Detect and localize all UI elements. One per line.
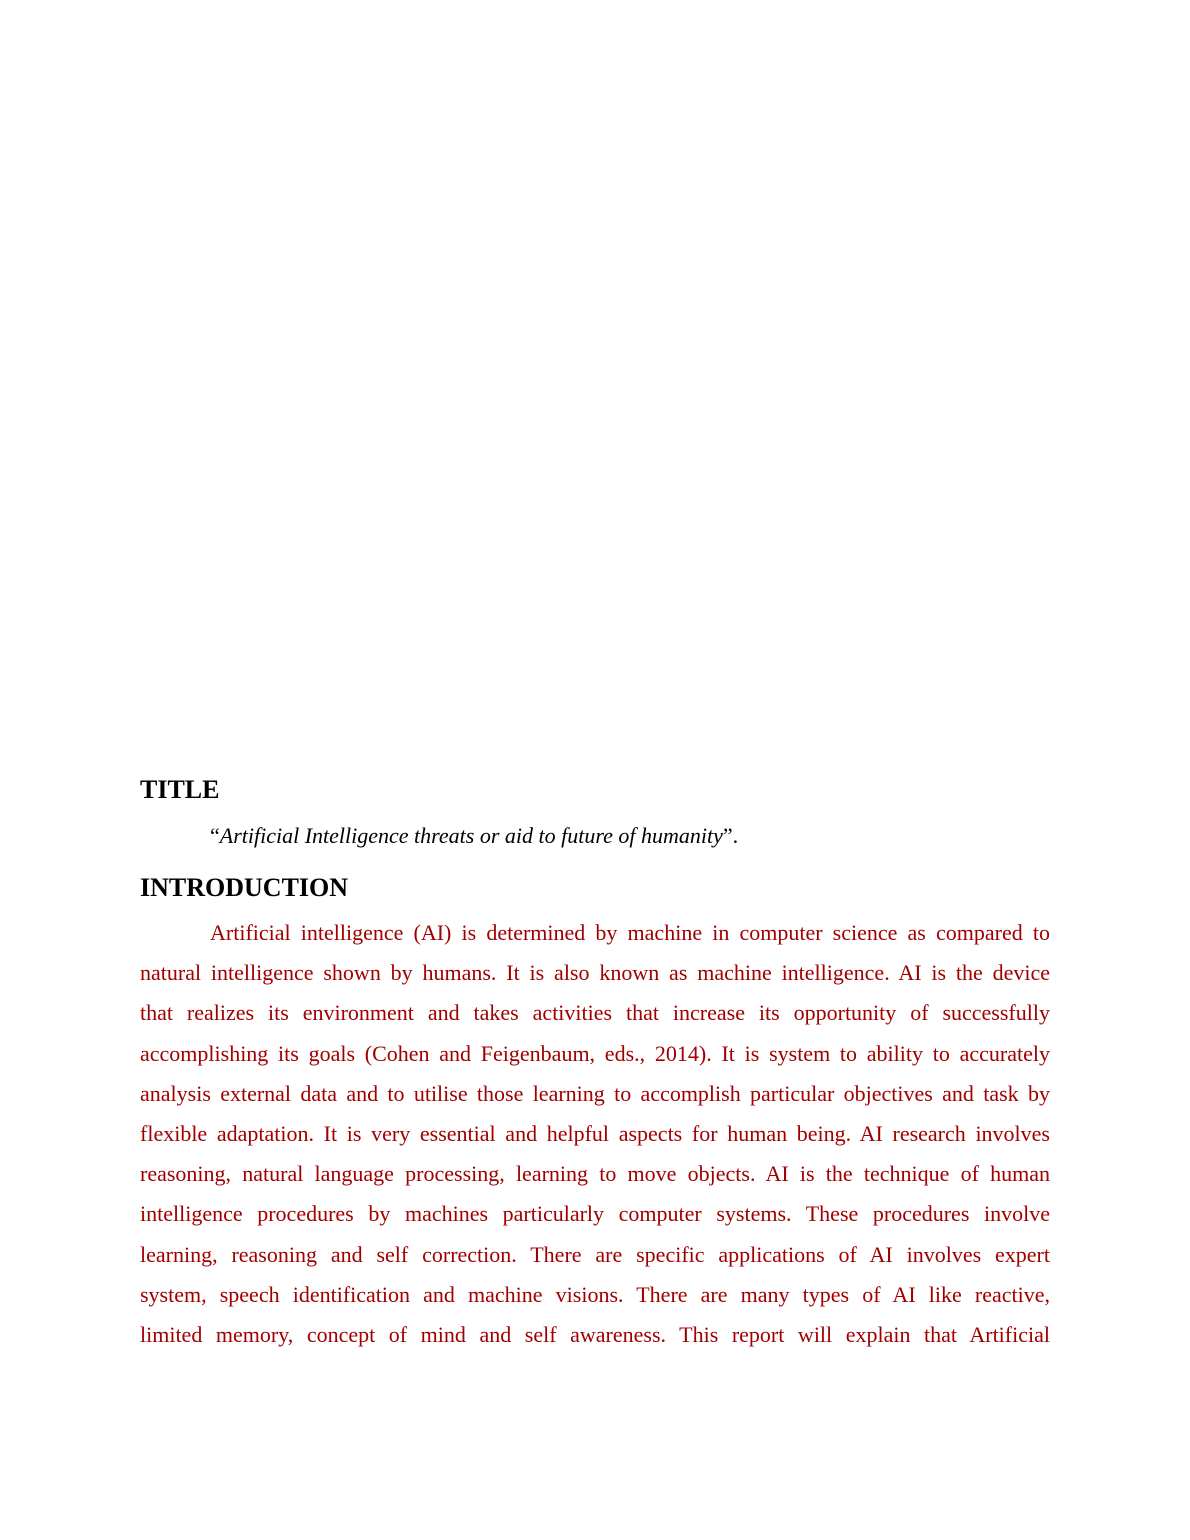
introduction-paragraph	[140, 913, 1050, 1355]
paragraph-line: accomplishing its goals (Cohen and Feigenbaum, eds., 2014). It is system to ability to accurately	[140, 1040, 1050, 1066]
title-open-quote: “	[210, 823, 220, 848]
title-heading: TITLE	[140, 775, 220, 804]
title-period: .	[732, 823, 739, 848]
paragraph-line: intelligence procedures by machines particularly computer systems. These procedures involve	[140, 1201, 1050, 1227]
paragraph-line: limited memory, concept of mind and self awareness. This report will explain that Artificial	[140, 1321, 1050, 1347]
paragraph-line: flexible adaptation. It is very essential and helpful aspects for human being. AI research involves	[140, 1120, 1050, 1146]
paragraph-line: reasoning, natural language processing, learning to move objects. AI is the technique of human	[140, 1161, 1050, 1187]
paragraph-line: Artificial intelligence (AI) is determined by machine in computer science as compared to	[210, 920, 1050, 945]
paragraph-line: that realizes its environment and takes activities that increase its opportunity of successfully	[140, 1000, 1050, 1026]
paragraph-line: natural intelligence shown by humans. It is also known as machine intelligence. AI is the device	[140, 960, 1050, 986]
title-close-quote: ”	[722, 823, 733, 848]
paragraph-line: learning, reasoning and self correction. There are specific applications of AI involves expert	[140, 1241, 1050, 1267]
paragraph-line: system, speech identification and machine visions. There are many types of AI like reactive,	[140, 1281, 1050, 1307]
introduction-heading: INTRODUCTION	[140, 873, 349, 902]
title-quote	[140, 821, 1050, 851]
title-text: Artificial Intelligence threats or aid to future of humanity	[219, 823, 723, 848]
paragraph-line: analysis external data and to utilise those learning to accomplish particular objectives and task by	[140, 1080, 1050, 1106]
